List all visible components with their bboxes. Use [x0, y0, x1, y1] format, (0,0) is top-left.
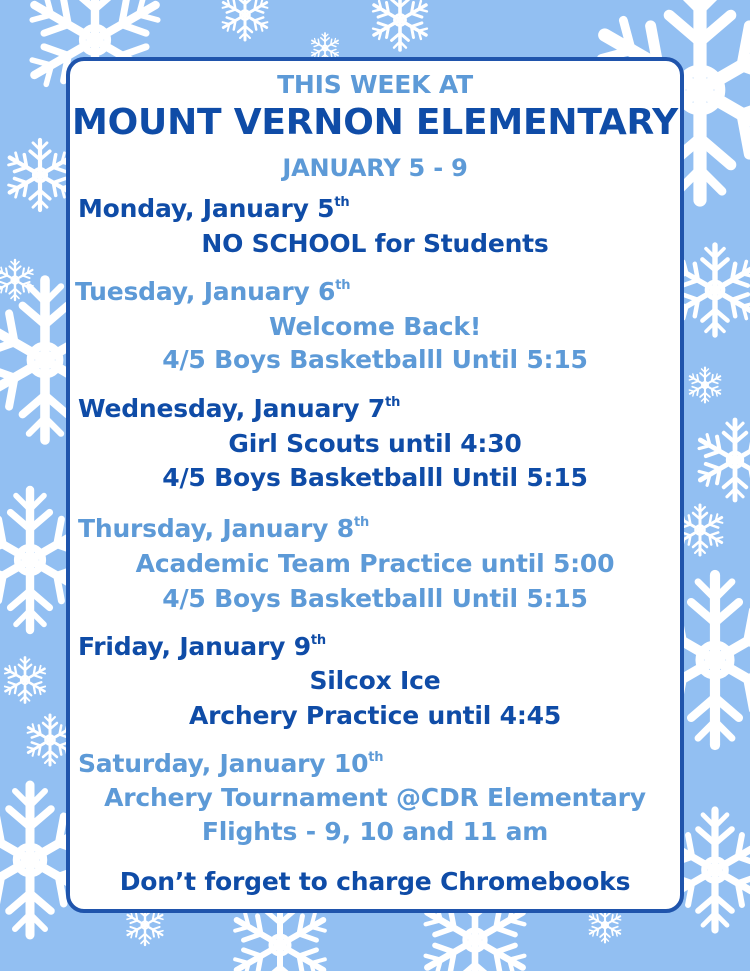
day-heading-friday: Friday, January 9th [78, 632, 326, 661]
day-heading-monday: Monday, January 5th [78, 194, 350, 223]
event-monday-1: NO SCHOOL for Students [201, 229, 549, 258]
day-heading-wednesday: Wednesday, January 7th [78, 394, 401, 423]
day-heading-saturday: Saturday, January 10th [78, 749, 384, 778]
snowflake-icon [220, 0, 270, 40]
event-tuesday-2: 4/5 Boys Basketballl Until 5:15 [162, 345, 588, 374]
week-dates: JANUARY 5 - 9 [282, 154, 468, 182]
day-heading-tuesday: Tuesday, January 6th [75, 277, 351, 306]
event-wednesday-1: Girl Scouts until 4:30 [228, 429, 522, 458]
event-saturday-2: Flights - 9, 10 and 11 am [201, 817, 549, 846]
event-thursday-2: 4/5 Boys Basketballl Until 5:15 [162, 584, 588, 613]
day-heading-thursday: Thursday, January 8th [78, 514, 370, 543]
event-thursday-1: Academic Team Practice until 5:00 [135, 549, 615, 578]
event-tuesday-1: Welcome Back! [268, 312, 482, 341]
event-friday-2: Archery Practice until 4:45 [188, 701, 562, 730]
event-saturday-1: Archery Tournament @CDR Elementary [104, 783, 646, 812]
event-wednesday-2: 4/5 Boys Basketballl Until 5:15 [162, 463, 588, 492]
footer-reminder: Don’t forget to charge Chromebooks [119, 867, 631, 896]
snowflake-icon [370, 0, 430, 50]
header-subtitle: THIS WEEK AT [277, 70, 473, 99]
snowflake-icon [0, 260, 35, 300]
event-friday-1: Silcox Ice [309, 666, 441, 695]
school-name: MOUNT VERNON ELEMENTARY [72, 102, 678, 143]
